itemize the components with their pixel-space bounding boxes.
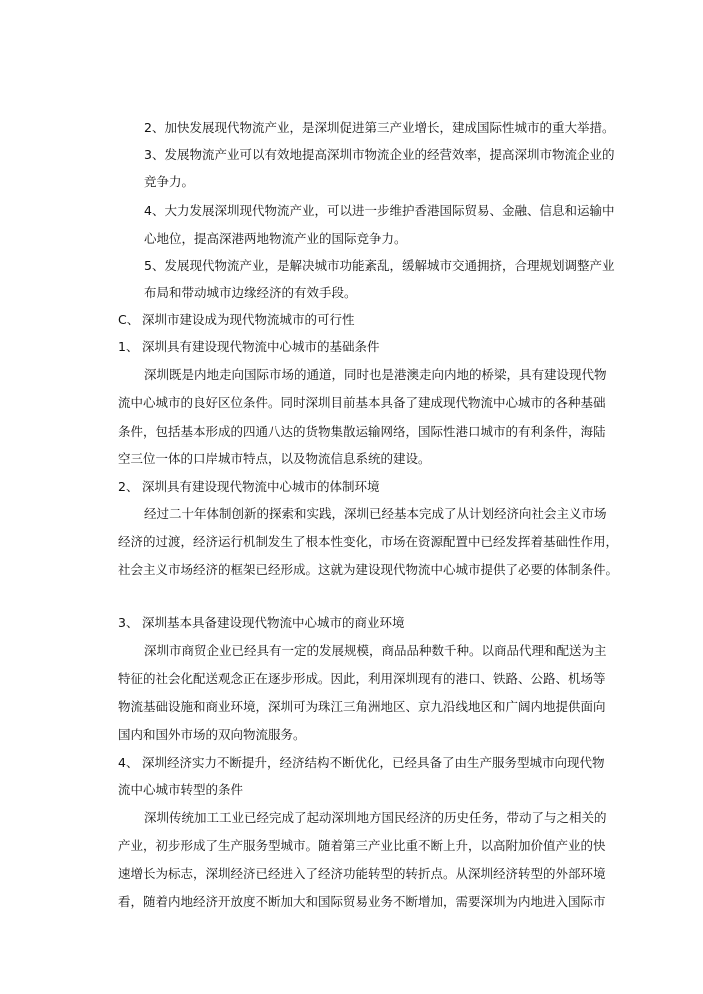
section-2-para-line-1: 经过二十年体制创新的探索和实践，深圳已经基本完成了从计划经济向社会主义市场 [144,506,607,521]
section-1-number: 1、 [118,339,139,354]
section-2-para-line-3: 社会主义市场经济的框架已经形成。这就为建设现代物流中心城市提供了必要的体制条件。 [118,562,619,577]
list-item-5-line-2: 布局和带动城市边缘经济的有效手段。 [144,285,357,300]
section-4-para-line-2: 产业，初步形成了生产服务型城市。随着第三产业比重不断上升，以高附加价值产业的快 [118,838,606,853]
section-2-para-line-2: 经济的过渡，经济运行机制发生了根本性变化，市场在资源配置中已经发挥着基础性作用， [118,534,619,549]
section-1-para-line-2: 流中心城市的良好区位条件。同时深圳目前基本具备了建成现代物流中心城市的各种基础 [118,395,606,410]
section-c-number: C、 [118,312,140,327]
list-item-3-line-2: 竞争力。 [144,174,195,189]
section-4-heading-line-2: 流中心城市转型的条件 [118,782,244,797]
section-1-para-line-4: 空三位一体的口岸城市特点，以及物流信息系统的建设。 [118,451,431,466]
section-4-para-line-1: 深圳传统加工工业已经完成了起动深圳地方国民经济的历史任务，带动了与之相关的 [144,810,607,825]
section-1-para-line-3: 条件，包括基本形成的四通八达的货物集散运输网络，国际性港口城市的有利条件，海陆 [118,424,606,439]
list-item-2: 2、加快发展现代物流产业，是深圳促进第三产业增长，建成国际性城市的重大举措。 [144,120,615,135]
section-3-heading [118,615,405,631]
section-4-para-line-4: 看，随着内地经济开放度不断加大和国际贸易业务不断增加，需要深圳为内地进入国际市 [118,894,606,909]
section-4-number: 4、 [118,755,139,770]
section-4-title: 深圳经济实力不断提升，经济结构不断优化，已经具备了由生产服务型城市向现代物 [142,755,605,770]
section-3-para-line-1: 深圳市商贸企业已经具有一定的发展规模，商品品种数千种。以商品代理和配送为主 [144,643,607,658]
list-item-5-line-1: 5、发展现代物流产业，是解决城市功能紊乱，缓解城市交通拥挤，合理规划调整产业 [144,258,615,273]
section-1-para-line-1: 深圳既是内地走向国际市场的通道，同时也是港澳走向内地的桥梁，具有建设现代物 [144,367,607,382]
section-3-number: 3、 [118,615,139,630]
list-item-4-line-2: 心地位，提高深港两地物流产业的国际竞争力。 [144,231,407,246]
section-2-title: 深圳具有建设现代物流中心城市的体制环境 [142,479,380,494]
section-4-para-line-3: 速增长为标志，深圳经济已经进入了经济功能转型的转折点。从深圳经济转型的外部环境 [118,866,606,881]
section-2-number: 2、 [118,479,139,494]
list-item-4-line-1: 4、大力发展深圳现代物流产业，可以进一步维护香港国际贸易、金融、信息和运输中 [144,203,615,218]
section-1-heading [118,339,380,355]
section-c-title: 深圳市建设成为现代物流城市的可行性 [142,312,355,327]
section-4-heading-line-1 [118,755,605,771]
list-item-3-line-1: 3、发展物流产业可以有效地提高深圳市物流企业的经营效率，提高深圳市物流企业的 [144,147,615,162]
section-1-title: 深圳具有建设现代物流中心城市的基础条件 [142,339,380,354]
section-c-heading [118,312,355,328]
section-2-heading [118,479,380,495]
section-3-para-line-4: 国内和国外市场的双向物流服务。 [118,727,306,742]
section-3-para-line-2: 特征的社会化配送观念正在逐步形成。因此，利用深圳现有的港口、铁路、公路、机场等 [118,671,606,686]
section-3-title: 深圳基本具备建设现代物流中心城市的商业环境 [142,615,405,630]
section-3-para-line-3: 物流基础设施和商业环境，深圳可为珠江三角洲地区、京九沿线地区和广阔内地提供面向 [118,699,606,714]
